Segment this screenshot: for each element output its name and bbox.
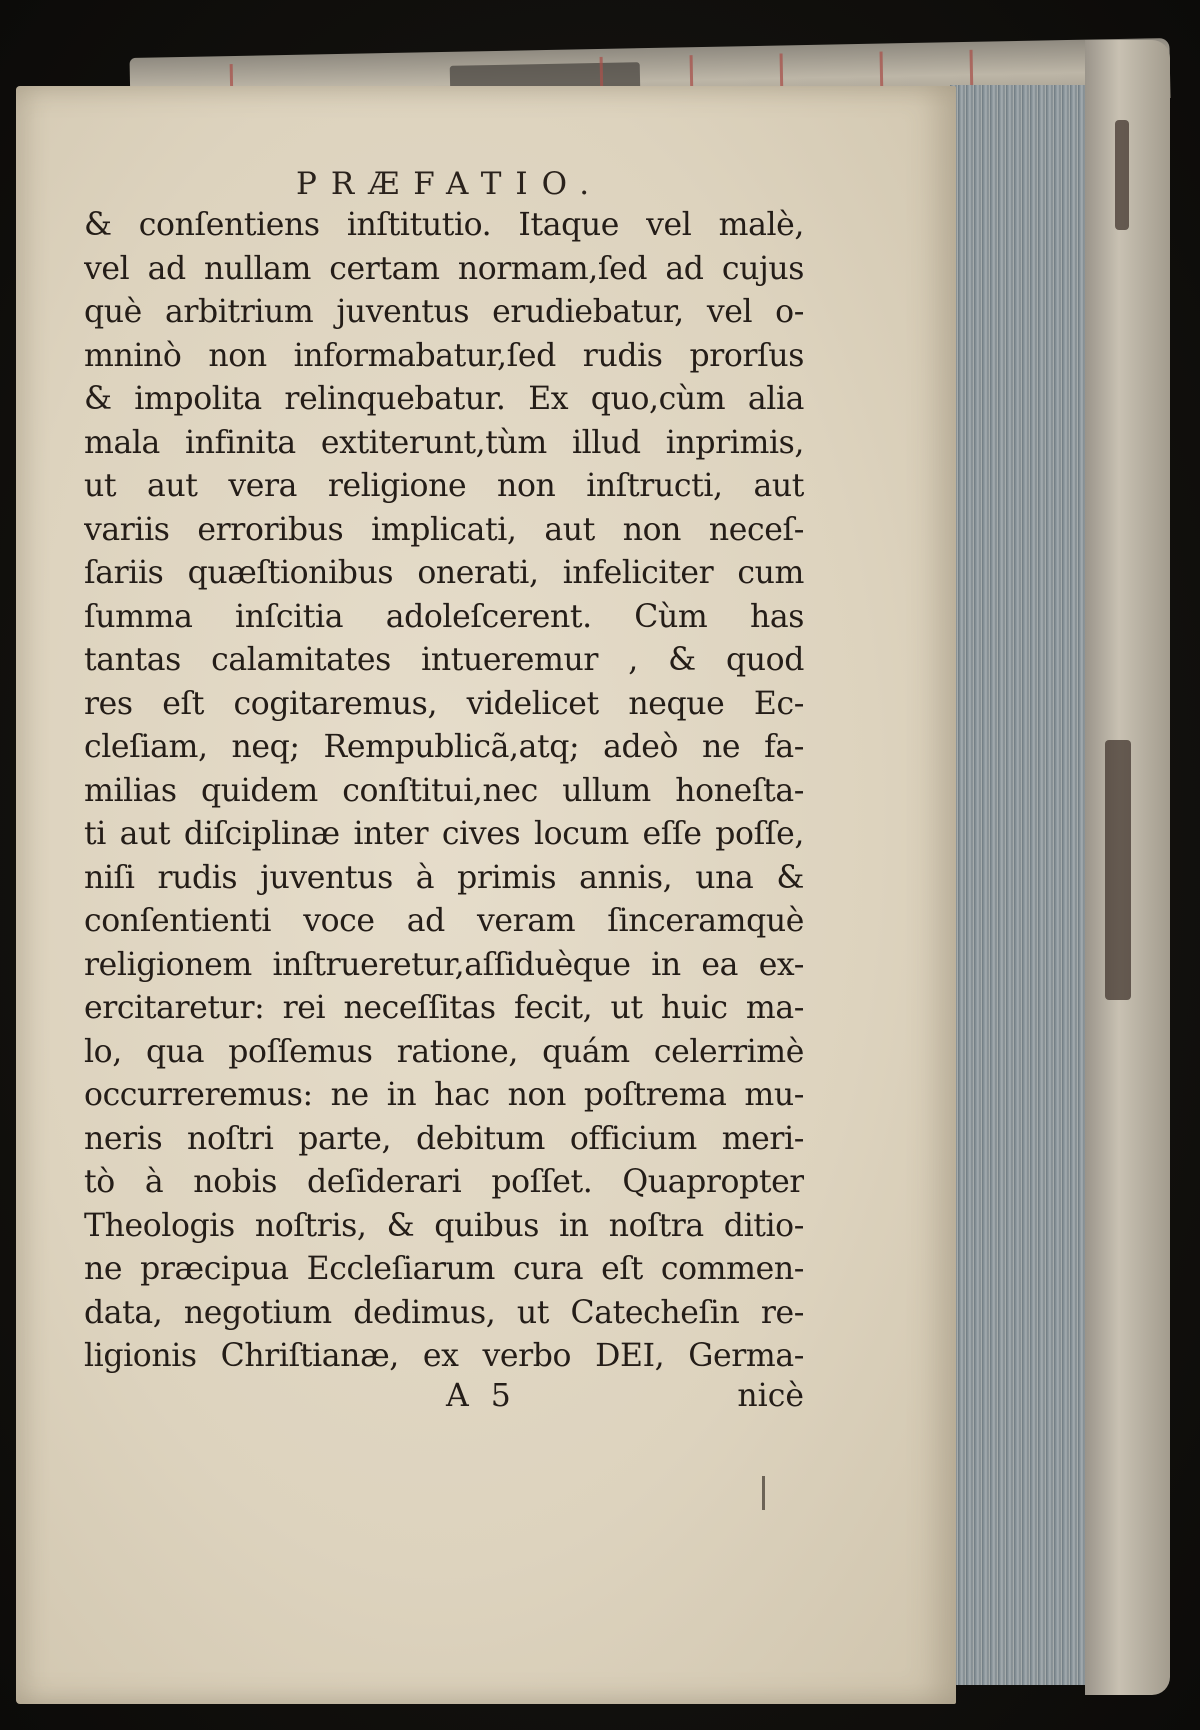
text-line: tò à nobis deſiderari poſſet. Quapropter <box>84 1164 804 1200</box>
text-line: ut aut vera religione non inſtructi, aut <box>84 468 804 504</box>
text-line: ercitaretur: rei neceſſitas fecit, ut huic ma- <box>84 990 804 1026</box>
text-line: & impolita relinquebatur. Ex quo,cùm alia <box>84 381 804 417</box>
text-line: ne præcipua Eccleſiarum cura eſt commen- <box>84 1251 804 1287</box>
text-line: lo, qua poſſemus ratione, quám celerrimè <box>84 1033 804 1070</box>
text-line: conſentienti voce ad veram ſinceramquè <box>84 903 804 939</box>
text-line: ligionis Chriſtianæ, ex verbo DEI, Germa- <box>84 1338 804 1374</box>
text-line: vel ad nullam certam normam,ſed ad cujus <box>84 250 804 287</box>
text-line: niſi rudis juventus à primis annis, una & <box>84 859 804 896</box>
signature-mark: A 5 <box>446 1378 517 1414</box>
text-line: & conſentiens inſtitutio. Itaque vel malè, <box>84 207 804 243</box>
page-text-block <box>84 204 804 1379</box>
text-line: ſumma inſcitia adoleſcerent. Cùm has <box>84 598 804 635</box>
text-line: ti aut diſciplinæ inter cives locum eſſe poſſe, <box>84 816 804 852</box>
red-edge-mark <box>780 53 784 89</box>
text-line: data, negotium dedimus, ut Catecheſin re- <box>84 1294 804 1331</box>
text-line: milias quidem conſtitui,nec ullum honeſta- <box>84 772 804 809</box>
red-edge-mark <box>880 52 884 88</box>
text-line: tantas calamitates intueremur , & quod <box>84 642 804 678</box>
ink-mark <box>762 1476 765 1510</box>
text-line: què arbitrium juventus erudiebatur, vel o- <box>84 294 804 330</box>
book-cover-edge <box>1085 40 1170 1695</box>
catchword: nicè <box>737 1378 804 1414</box>
running-head: PRÆFATIO. <box>296 166 604 202</box>
page-footer <box>84 1378 804 1422</box>
text-line: mala infinita extiterunt,tùm illud inprimis, <box>84 424 804 461</box>
text-line: occurreremus: ne in hac non poſtrema mu- <box>84 1077 804 1113</box>
text-line: res eſt cogitaremus, videlicet neque Ec- <box>84 685 804 722</box>
red-edge-mark <box>970 50 974 86</box>
binding-stain <box>1105 740 1131 1000</box>
text-line: neris noſtri parte, debitum officium meri- <box>84 1120 804 1157</box>
text-line: Theologis noſtris, & quibus in noſtra ditio- <box>84 1207 804 1244</box>
binding-stain <box>1115 120 1129 230</box>
text-line: mninò non informabatur,ſed rudis prorſus <box>84 337 804 374</box>
book-page <box>16 86 956 1704</box>
text-line: variis erroribus implicati, aut non neceſ- <box>84 511 804 548</box>
text-line: ſariis quæſtionibus onerati, infeliciter cum <box>84 555 804 591</box>
text-line: cleſiam, neq; Rempublicã,atq; adeò ne fa- <box>84 729 804 765</box>
text-line: religionem inſtrueretur,aſſiduèque in ea ex- <box>84 946 804 983</box>
